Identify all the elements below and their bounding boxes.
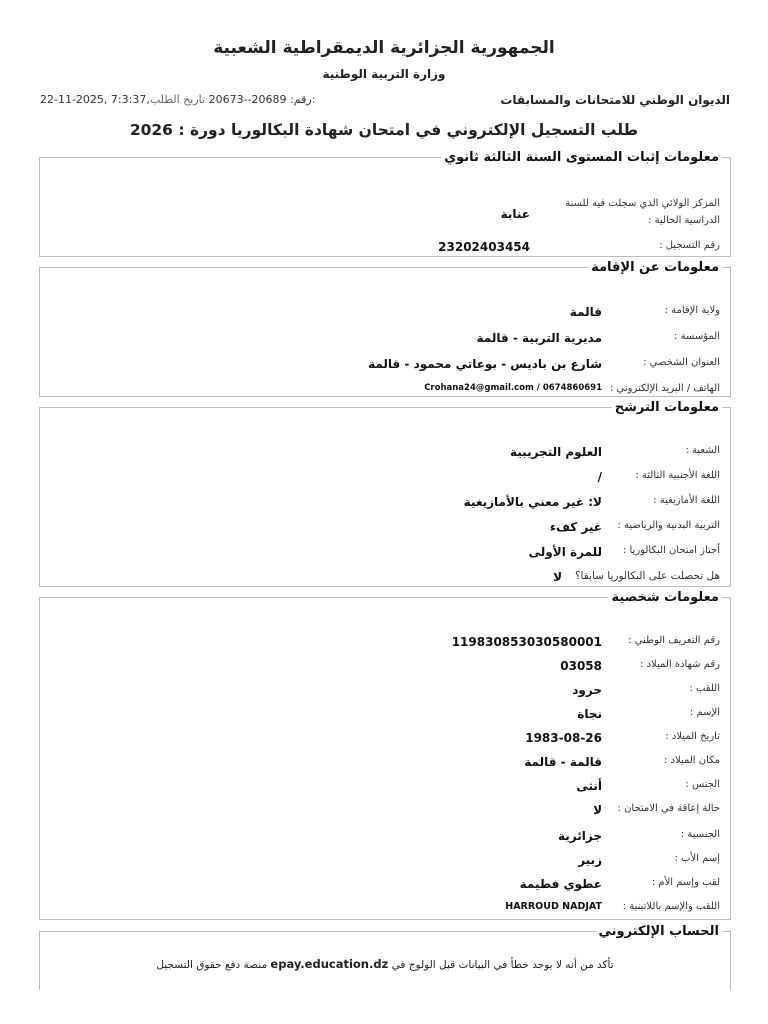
epay-link[interactable]: epay.education.dz bbox=[270, 957, 389, 971]
address-value: شارع بن باديس - بوعاتي محمود - قالمة bbox=[368, 357, 602, 371]
section-account-legend: الحساب الإلكتروني bbox=[598, 924, 719, 939]
section-personal-legend: معلومات شخصية bbox=[611, 590, 719, 605]
pass-label: أجتاز امتحان البكالوريا : bbox=[622, 545, 720, 556]
lang3-value: / bbox=[597, 470, 602, 484]
contact-label: الهاتف / البريد الإلكتروني : bbox=[610, 383, 720, 394]
branch-value: العلوم التجريبية bbox=[510, 445, 602, 459]
form-title: طلب التسجيل الإلكتروني في امتحان شهادة البكالوريا دورة : 2026 bbox=[129, 121, 639, 139]
nationality-label: الجنسية : bbox=[680, 829, 720, 840]
center-value: عنابة bbox=[500, 207, 530, 221]
nationality-value: جزائرية bbox=[558, 829, 602, 843]
amazigh-label: اللغة الأمازيغية : bbox=[653, 495, 720, 506]
ministry-title: وزارة التربية الوطنية bbox=[322, 67, 446, 81]
dob-label: تاريخ الميلاد : bbox=[665, 731, 720, 742]
office-name: الديوان الوطني للامتحانات والمسابقات bbox=[500, 93, 730, 107]
request-info-value: 22-11-2025, 7:3:37,رقم: 20689--20673 bbox=[40, 93, 312, 106]
section-residence-legend: معلومات عن الإقامة bbox=[591, 260, 719, 275]
amazigh-value: لا: غير معني بالأمازيغية bbox=[463, 495, 602, 509]
lang3-label: اللغة الأجنبية الثالثة : bbox=[635, 470, 720, 481]
account-note-before: تأكد من أنه لا يوجد خطأ في البيانات قبل الولوج في bbox=[391, 959, 614, 971]
father-label: إسم الأب : bbox=[674, 853, 720, 864]
section-level-proof-legend: معلومات إثبات المستوى السنة الثالثة ثانوي bbox=[444, 150, 719, 165]
center-label: المركز الولائي الذي سجلت فيه للسنة الدراسية الحالية : bbox=[565, 198, 720, 226]
dob-value: 1983-08-26 bbox=[525, 731, 602, 745]
section-account bbox=[39, 924, 731, 990]
contact-value: Crohana24@gmail.com / 0674860691 bbox=[424, 383, 602, 393]
disability-value: لا bbox=[593, 803, 602, 817]
registration-label: رقم التسجيل : bbox=[659, 240, 720, 251]
latin-name-value: HARROUD NADJAT bbox=[505, 901, 602, 912]
section-personal bbox=[39, 590, 731, 920]
wilaya-label: ولاية الإقامة : bbox=[664, 305, 720, 316]
name-value: نجاة bbox=[577, 707, 602, 721]
account-note-after: منصة دفع حقوق التسجيل bbox=[156, 959, 268, 971]
registration-value: 23202403454 bbox=[438, 240, 530, 254]
branch-label: الشعبة : bbox=[685, 445, 720, 456]
mother-label: لقب وإسم الأم : bbox=[651, 877, 720, 888]
latin-name-label: اللقب والإسم باللاتينية : bbox=[622, 901, 720, 912]
birthcert-label: رقم شهادة الميلاد : bbox=[640, 659, 720, 670]
section-candidacy bbox=[39, 400, 731, 587]
sex-label: الجنس : bbox=[685, 779, 720, 790]
institution-value: مديرية التربية - قالمة bbox=[476, 331, 602, 345]
pe-value: غير كفء bbox=[549, 520, 602, 534]
request-info bbox=[40, 93, 315, 106]
section-residence bbox=[39, 260, 731, 397]
pob-value: قالمة - قالمة bbox=[524, 755, 602, 769]
pob-label: مكان الميلاد : bbox=[663, 755, 720, 766]
sex-value: أنثى bbox=[576, 779, 602, 793]
pe-label: التربية البدنية والرياضية : bbox=[617, 520, 720, 531]
prev-bac-label: هل تحصلت على البكالوريا سابقا؟ bbox=[574, 570, 720, 582]
section-level-proof bbox=[39, 150, 731, 257]
section-candidacy-legend: معلومات الترشح bbox=[614, 400, 719, 415]
surname-value: حرود bbox=[572, 683, 602, 697]
address-label: العنوان الشخصي : bbox=[643, 357, 720, 368]
father-value: زبير bbox=[578, 853, 602, 867]
institution-label: المؤسسة : bbox=[674, 331, 720, 342]
disability-label: حالة إعاقة في الامتحان : bbox=[617, 803, 720, 814]
wilaya-value: قالمة bbox=[569, 305, 602, 319]
republic-title: الجمهورية الجزائرية الديمقراطية الشعبية bbox=[213, 38, 555, 58]
request-date-label: تاريخ الطلب: bbox=[149, 93, 316, 106]
name-label: الإسم : bbox=[689, 707, 720, 718]
nin-label: رقم التعريف الوطني : bbox=[628, 635, 720, 646]
birthcert-value: 03058 bbox=[560, 659, 602, 673]
surname-label: اللقب : bbox=[689, 683, 720, 694]
mother-value: عطوي فطيمة bbox=[519, 877, 602, 891]
prev-bac-value: لا bbox=[553, 570, 562, 584]
pass-value: للمرة الأولى bbox=[528, 545, 602, 559]
account-note bbox=[40, 957, 730, 971]
nin-value: 119830853030580001 bbox=[451, 635, 602, 649]
